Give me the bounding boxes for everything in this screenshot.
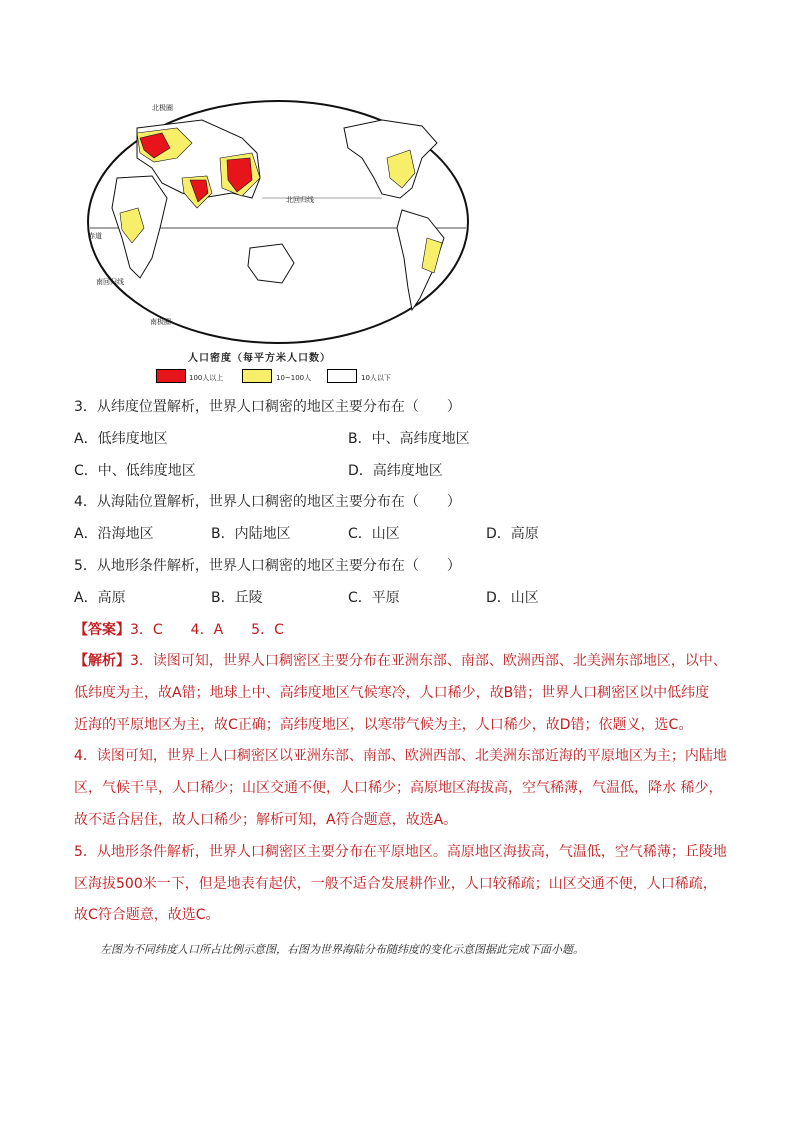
question-3-option-c: C．中、低纬度地区 xyxy=(74,463,196,479)
legend-label-high: 100人以上 xyxy=(189,374,224,382)
question-5-option-b: B．丘陵 xyxy=(211,590,263,606)
question-5-option-d: D．山区 xyxy=(486,590,539,606)
analysis-line-8: 区海拔500米一下，但是地表有起伏，一般不适合发展耕作业，人口较稀疏；山区交通不便，人口稀疏， xyxy=(74,876,717,892)
south-pole-label: 南极圈 xyxy=(150,318,171,326)
analysis-tag: 【解析】 xyxy=(74,653,130,669)
next-section-caption: 左图为不同纬度人口所占比例示意图，右图为世界海陆分布随纬度的变化示意图据此完成下面小题。 xyxy=(100,943,584,956)
analysis-line-7: 5．从地形条件解析，世界人口稠密区主要分布在平原地区。高原地区海拔高，气温低，空气稀薄；丘陵地 xyxy=(74,844,727,860)
analysis-line-2: 低纬度为主，故A错；地球上中、高纬度地区气候寒冷，人口稀少，故B错；世界人口稠密区以中低纬度 xyxy=(74,685,710,701)
legend-swatch-mid xyxy=(242,369,272,383)
equator-label: 赤道 xyxy=(88,232,102,240)
analysis-line-4: 4．读图可知，世界上人口稠密区以亚洲东部、南部、欧洲西部、北美洲东部近海的平原地区为主；内陆地 xyxy=(74,748,727,764)
question-4-option-d: D．高原 xyxy=(486,526,539,542)
question-3-option-b: B．中、高纬度地区 xyxy=(348,431,470,447)
legend-swatch-high xyxy=(156,369,186,383)
question-5-option-a: A．高原 xyxy=(74,590,126,606)
question-5-stem: 5．从地形条件解析，世界人口稠密的地区主要分布在（ ） xyxy=(74,558,461,574)
question-3-option-d: D．高纬度地区 xyxy=(348,463,443,479)
answer-text: 3．C 4．A 5．C xyxy=(130,622,284,638)
analysis-line-9: 故C符合题意，故选C。 xyxy=(74,907,220,923)
question-4-option-a: A．沿海地区 xyxy=(74,526,154,542)
legend-swatch-low xyxy=(327,369,357,383)
analysis-text-1: 3．读图可知，世界人口稠密区主要分布在亚洲东部、南部、欧洲西部、北美洲东部地区，以中、 xyxy=(130,653,727,669)
analysis-line-3: 近海的平原地区为主，故C正确；高纬度地区，以寒带气候为主，人口稀少，故D错；依题义，选C。 xyxy=(74,717,693,733)
tropic-cancer-label: 北回归线 xyxy=(286,196,314,204)
question-3-stem: 3．从纬度位置解析，世界人口稠密的地区主要分布在（ ） xyxy=(74,399,461,415)
legend-label-low: 10人以下 xyxy=(361,374,391,382)
question-5-option-c: C．平原 xyxy=(348,590,400,606)
question-4-option-b: B．内陆地区 xyxy=(211,526,291,542)
question-3-option-a: A．低纬度地区 xyxy=(74,431,168,447)
analysis-line-6: 故不适合居住，故人口稀少；解析可知，A符合题意，故选A。 xyxy=(74,812,458,828)
analysis-line-5: 区，气候干旱，人口稀少；山区交通不便，人口稀少；高原地区海拔高，空气稀薄，气温低，降水 稀少， xyxy=(74,780,723,796)
population-density-map xyxy=(82,98,474,350)
question-4-option-c: C．山区 xyxy=(348,526,400,542)
legend-label-mid: 10~100人 xyxy=(276,374,312,382)
north-pole-label: 北极圈 xyxy=(152,104,173,112)
tropic-capricorn-label: 南回归线 xyxy=(96,278,124,286)
analysis-line-1 xyxy=(74,651,727,671)
question-4-stem: 4．从海陆位置解析，世界人口稠密的地区主要分布在（ ） xyxy=(74,494,461,510)
answer-tag: 【答案】 xyxy=(74,622,130,638)
legend-title: 人口密度（每平方米人口数） xyxy=(188,353,331,364)
answer-line xyxy=(74,620,284,640)
